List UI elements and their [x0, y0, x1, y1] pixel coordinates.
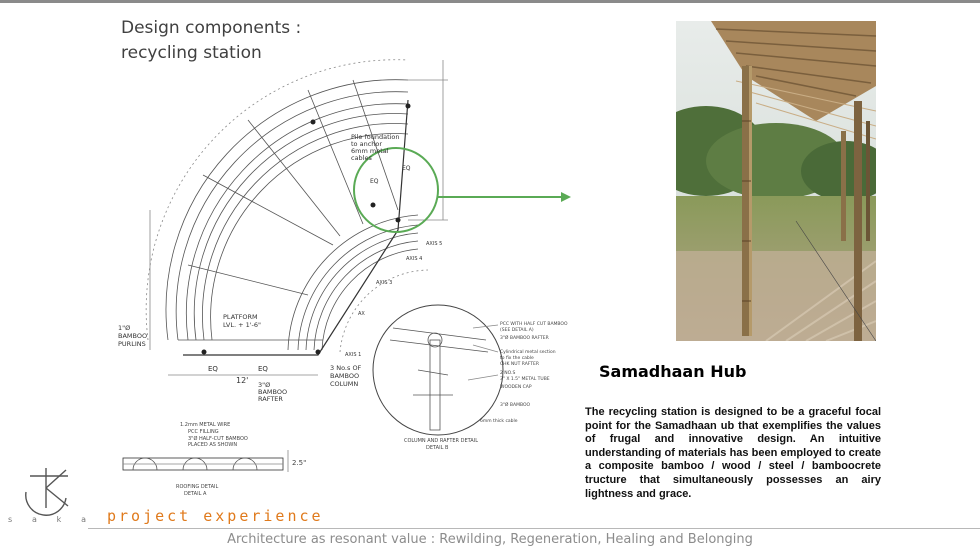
purlins-label-1: 1"Ø [118, 324, 131, 332]
platform-label-2: LVL. + 1'-6" [223, 321, 262, 329]
dimension-eq-2: EQ [258, 365, 268, 373]
logo-letter-2: a [31, 515, 37, 524]
detail-b-note-7: 2 NO.S [500, 371, 516, 376]
callout-arrow [437, 190, 572, 204]
logo-letters [8, 515, 86, 524]
detail-b-caption-2: DETAIL B [426, 445, 449, 451]
detail-b-note-5: to fix the cable [500, 356, 534, 361]
pergola-photo [676, 21, 876, 341]
column-label-2: BAMBOO [330, 372, 360, 380]
logo-letter-4: a [81, 515, 86, 524]
detail-b-note-8: 3" X 1.5" METAL TUBE [500, 377, 550, 382]
detail-b-note-2: (SEE DETAIL A) [500, 328, 534, 333]
title-line-1: Design components : [121, 18, 302, 38]
section-label: project experience [107, 507, 324, 525]
detail-b-note-3: 3"Ø BAMBOO RAFTER [500, 336, 549, 341]
platform-label-1: PLATFORM [223, 313, 258, 321]
axis-label-3: AXIS 3 [376, 280, 393, 286]
dimension-eq-3: EQ [370, 178, 379, 185]
dimension-12: 12' [236, 376, 249, 385]
detail-a-note-3: 3"Ø HALF-CUT BAMBOO [188, 436, 248, 442]
rafter-label-2: BAMBOO [258, 388, 288, 396]
detail-a-caption-1: ROOFING DETAIL [176, 484, 219, 490]
purlins-label-3: PURLINS [118, 340, 146, 348]
pile-foundation-label-3: 6mm metal [351, 147, 389, 155]
bottom-rule [88, 528, 980, 529]
detail-b-note-4: Cylindrical metal section [500, 350, 556, 355]
detail-a-note-1: 1.2mm METAL WIRE [180, 422, 231, 428]
detail-a-note-4: PLACED AS SHOWN [188, 442, 238, 448]
dimension-eq-4: EQ [402, 165, 411, 172]
pile-foundation-label-2: to anchor [351, 140, 383, 148]
column-label-1: 3 No.s OF [330, 364, 362, 372]
dimension-eq-1: EQ [208, 365, 218, 373]
axis-label-ax: AX [358, 311, 365, 317]
logo-letter-1: s [8, 515, 13, 524]
axis-label-1: AXIS 1 [345, 352, 362, 358]
axis-label-5: AXIS 5 [426, 241, 443, 247]
detail-b-caption-1: COLUMN AND RAFTER DETAIL [404, 438, 478, 444]
top-rule [0, 0, 980, 3]
detail-b-note-9: WOODEN CAP [500, 385, 532, 390]
detail-a-dimension: 2.5" [292, 459, 307, 467]
title-line-2: recycling station [121, 43, 262, 63]
pile-foundation-label-4: cables [351, 154, 372, 162]
hub-title: Samadhaan Hub [599, 362, 747, 381]
footer-tagline: Architecture as resonant value : Rewilding, Regeneration, Healing and Belonging [227, 532, 753, 547]
column-label-3: COLUMN [330, 380, 359, 388]
detail-b-note-6: CHK NUT RAFTER [500, 362, 539, 367]
axis-label-4: AXIS 4 [406, 256, 423, 262]
detail-a-note-2: PCC FILLING [188, 429, 219, 435]
plan-drawing [108, 40, 588, 500]
purlins-label-2: BAMBOO [118, 332, 148, 340]
hub-description: The recycling station is designed to be a graceful focal point for the Samadhaan ub that exemplifies the values of frugal and innovative design. An intuitive understanding of materials has been employed to create a composite bamboo / wood / steel / bamboocrete tructure that simultaneously possesses an airy lightness and grace. [585, 406, 881, 500]
rafter-label-3: RAFTER [258, 395, 283, 403]
pile-foundation-label-1: Pile foundation [351, 133, 400, 141]
detail-b-note-10: 3"Ø BAMBOO [500, 403, 531, 408]
detail-a-caption-2: DETAIL A [184, 491, 207, 497]
detail-b-note-11: 6mm thick cable [480, 419, 518, 424]
rafter-label-1: 3"Ø [258, 381, 271, 389]
detail-b-note-1: PCC WITH HALF CUT BAMBOO [500, 322, 568, 327]
logo-letter-3: k [56, 515, 62, 524]
